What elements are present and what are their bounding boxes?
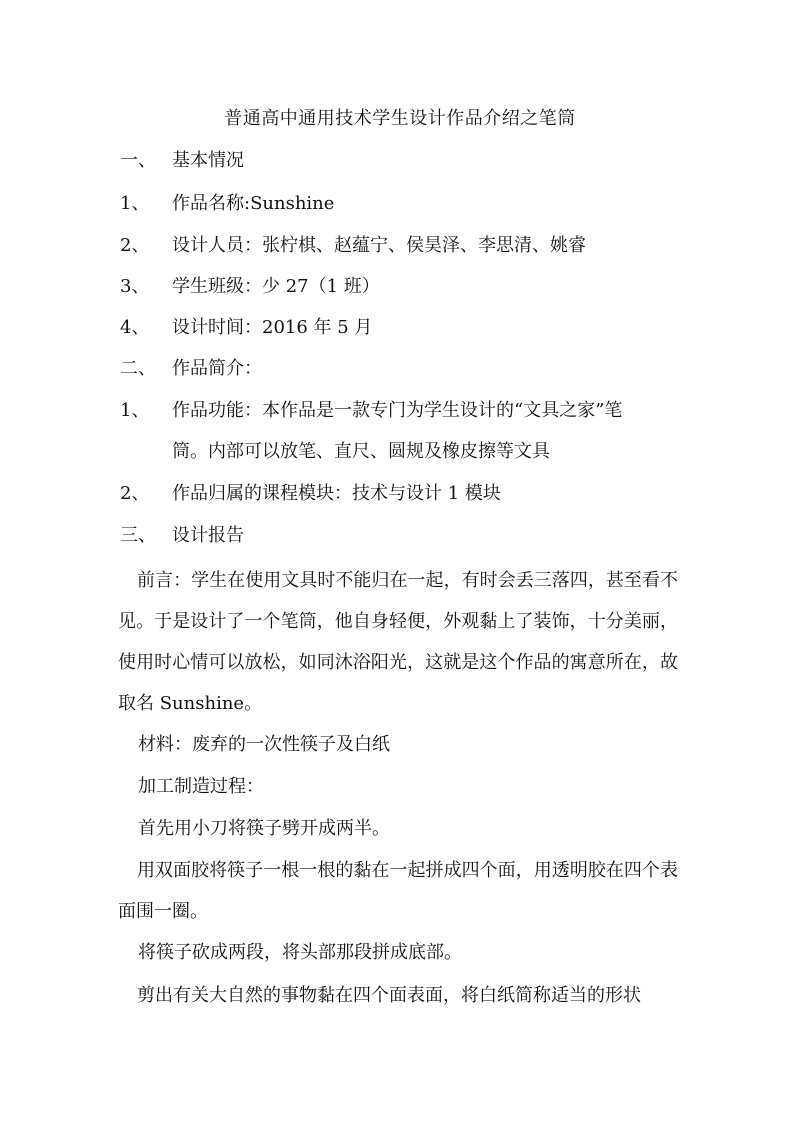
preface-paragraph: 前言：学生在使用文具时不能归在一起，有时会丢三落四，甚至看不见。于是设计了一个笔筒，他自身轻便，外观黏上了装饰，十分美丽，使用时心情可以放松，如同沐浴阳光，这就是这个作品的寓意所在，故取名 Sunshine。 (118, 570, 678, 714)
item-number: 3、 (120, 276, 150, 297)
item-text: 设计人员：张柠棋、赵蕴宁、侯昊泽、李思清、姚睿 (172, 235, 586, 256)
item-text: 设计时间：2016 年 5 月 (172, 317, 373, 338)
section-2-heading: 作品简介： (172, 358, 262, 379)
process-label: 加工制造过程： (138, 776, 264, 797)
item-text: 学生班级：少 27（1 班） (172, 276, 380, 297)
section-2-number: 二、 (120, 358, 156, 379)
item-text-line-1: 作品功能：本作品是一款专门为学生设计的“文具之家”笔 (172, 400, 623, 421)
item-text-line-2: 筒。内部可以放笔、直尺、圆规及橡皮擦等文具 (172, 441, 550, 462)
item-number: 1、 (120, 193, 150, 214)
item-number: 2、 (120, 235, 150, 256)
materials-line: 材料：废弃的一次性筷子及白纸 (138, 734, 390, 755)
item-number: 4、 (120, 317, 150, 338)
item-text: 作品归属的课程模块：技术与设计 1 模块 (172, 483, 501, 504)
section-3-heading: 设计报告 (172, 525, 244, 546)
process-step-2: 用双面胶将筷子一根一根的黏在一起拼成四个面，用透明胶在四个表面围一圈。 (118, 860, 678, 922)
item-number: 2、 (120, 483, 150, 504)
item-text: 作品名称:Sunshine (172, 193, 335, 214)
process-step-4: 剪出有关大自然的事物黏在四个面表面，将白纸简称适当的形状 (137, 985, 641, 1006)
section-1-number: 一、 (120, 150, 156, 171)
section-1-heading: 基本情况 (172, 150, 244, 171)
document-title: 普通高中通用技术学生设计作品介绍之笔筒 (224, 108, 576, 129)
process-step-3: 将筷子砍成两段，将头部那段拼成底部。 (138, 942, 462, 963)
section-3-number: 三、 (120, 525, 156, 546)
process-step-1: 首先用小刀将筷子劈开成两半。 (138, 818, 390, 839)
item-number: 1、 (120, 400, 150, 421)
